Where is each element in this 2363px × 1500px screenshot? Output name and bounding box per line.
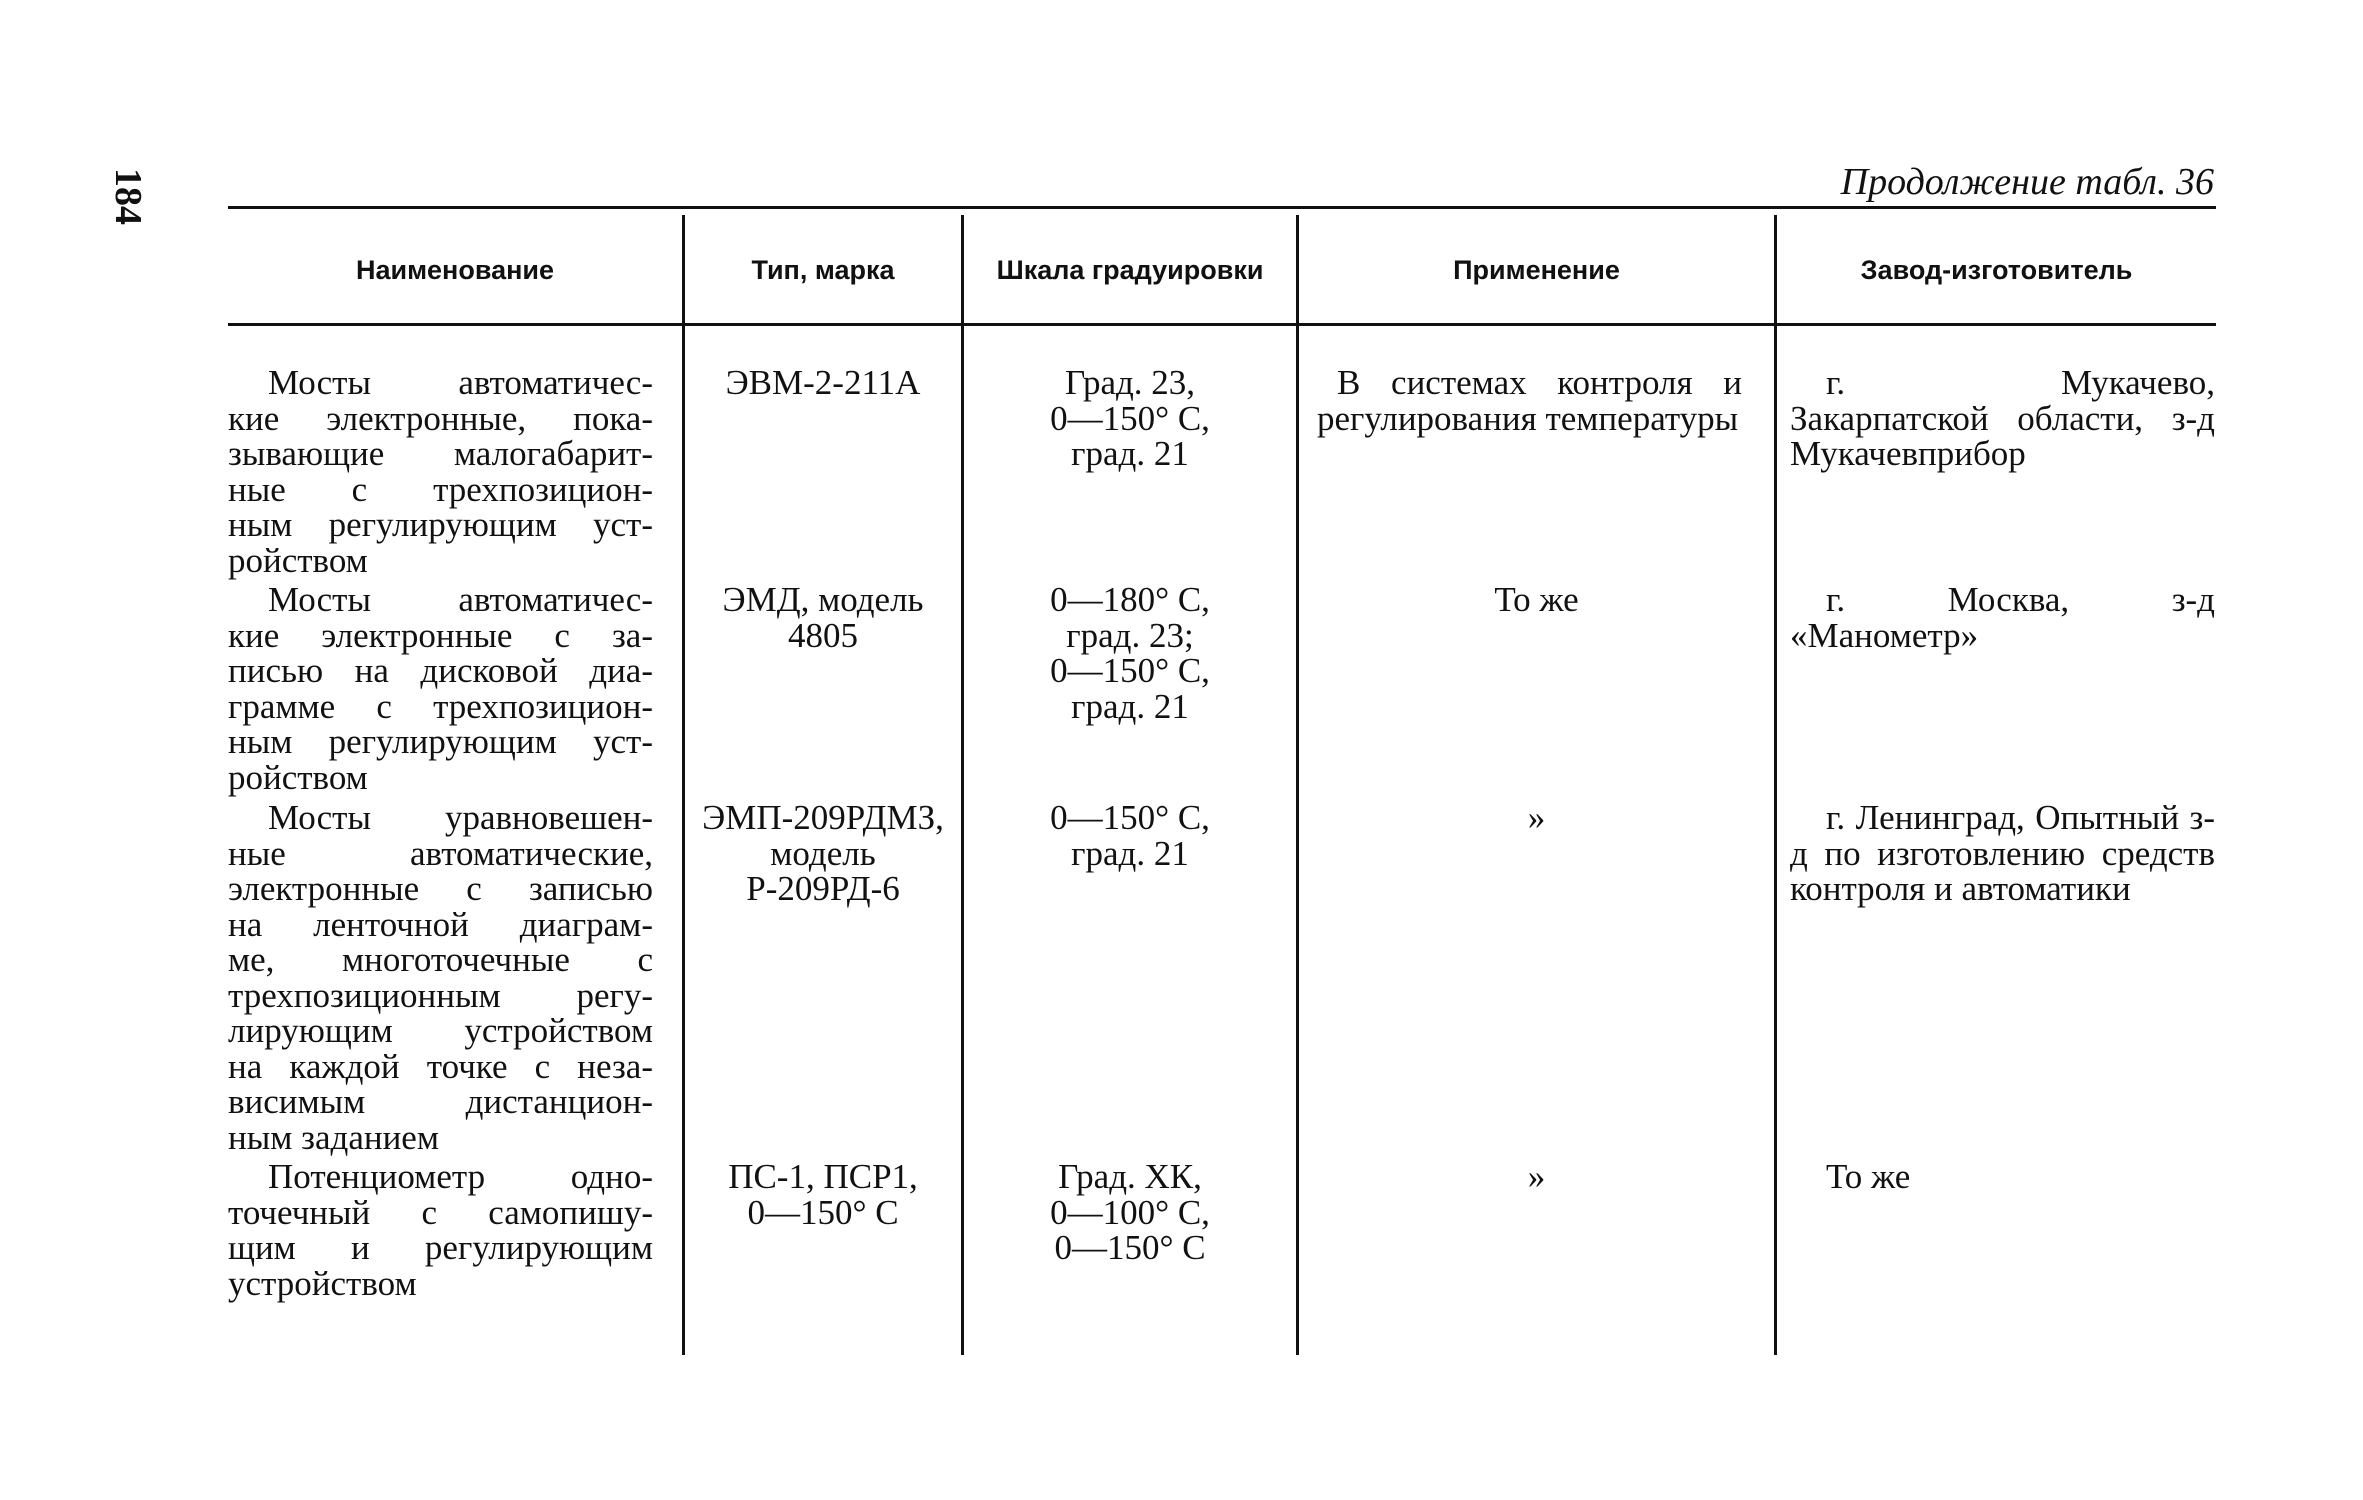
name-line: на ленточной диаграм- (228, 904, 653, 944)
table-row-4-scale (964, 1159, 1296, 1266)
name-line: ройством (228, 540, 368, 580)
table-row-2-manufacturer: г. Москва, з-д «Манометр» (1790, 580, 2215, 655)
type-line: 4805 (788, 615, 858, 655)
table-row-4-name (228, 1159, 653, 1301)
type-line: ПС-1, ПСР1, (728, 1157, 918, 1196)
name-line: Мосты автоматичес- (268, 363, 653, 402)
table-row-3-type (685, 800, 961, 907)
name-line: на каждой точке с неза- (228, 1046, 653, 1086)
table-row-3-name (228, 800, 653, 1155)
name-line: писью на дисковой диа- (228, 651, 653, 690)
scale-line: град. 23; (1066, 615, 1194, 655)
name-line: щим и регулирующим (228, 1228, 653, 1267)
name-line: Мосты автоматичес- (268, 580, 653, 619)
name-line: ме, многоточечные с (228, 940, 653, 979)
scale-line: град. 21 (1071, 833, 1189, 873)
table-row-3-scale (964, 800, 1296, 871)
table-row-2-application: То же (1494, 580, 1579, 619)
table-row-2-name (228, 582, 653, 795)
name-line: зывающие малогабарит- (228, 434, 653, 473)
table-row-4-type (685, 1159, 961, 1230)
scale-line: 0—150° С, (1050, 798, 1210, 837)
name-line: ным регулирующим уст- (228, 722, 653, 761)
column-divider-4 (1774, 215, 1777, 1355)
table-row-1-name (228, 365, 653, 578)
name-line: кие электронные, пока- (228, 398, 653, 438)
name-line: ным заданием (228, 1117, 439, 1157)
type-line: 0—150° С (747, 1192, 899, 1232)
table-row-3-application: » (1527, 798, 1546, 837)
name-line: грамме с трехпозицион- (228, 686, 653, 726)
scale-line: 0—150° С, (1050, 398, 1210, 438)
name-line: лирующим устройством (228, 1011, 653, 1050)
name-line: Мосты уравновешен- (268, 798, 653, 837)
name-line: Потенциометр одно- (268, 1157, 653, 1196)
scale-line: 0—180° С, (1050, 580, 1210, 619)
type-line: ЭВМ-2-211А (725, 363, 921, 402)
header-scale: Шкала градуировки (996, 255, 1264, 285)
table-row-4-manufacturer: То же (1826, 1157, 1911, 1196)
header-type: Тип, марка (751, 255, 895, 285)
name-line: электронные с записью (228, 869, 653, 908)
table-row-1-application: В системах контроля и регулирования температуры (1317, 363, 1742, 438)
table-row-2-scale (964, 582, 1296, 724)
type-line: ЭМД, модель (722, 580, 924, 619)
header-application: Применение (1453, 255, 1620, 285)
scale-line: град. 21 (1071, 434, 1189, 473)
scale-line: Град. ХК, (1058, 1157, 1202, 1196)
type-line: модель (770, 833, 876, 873)
scale-line: 0—150° С, (1050, 651, 1210, 690)
header-name: Наименование (355, 255, 555, 285)
table-row-1-scale (964, 365, 1296, 472)
table-row-4-application: » (1527, 1157, 1546, 1196)
name-line: висимым дистанцион- (228, 1082, 653, 1121)
scale-line: Град. 23, (1064, 363, 1196, 402)
name-line: ройством (228, 757, 368, 797)
name-line: ные с трехпозицион- (228, 469, 653, 509)
header-manufacturer: Завод-изготовитель (1860, 255, 2133, 285)
name-line: устройством (228, 1263, 417, 1303)
name-line: ным регулирующим уст- (228, 505, 653, 544)
table-row-1-manufacturer: г. Мукачево, Закарпатской области, з-д Мукачевприбор (1790, 363, 2215, 473)
type-line: Р-209РД-6 (746, 869, 900, 908)
scale-line: 0—100° С, (1050, 1192, 1210, 1232)
table-row-2-type (685, 582, 961, 653)
name-line: трехпозиционным регу- (228, 975, 653, 1015)
scale-line: 0—150° С (1054, 1228, 1206, 1267)
table-caption: Продолжение табл. 36 (1840, 161, 2214, 203)
table-row-3-manufacturer: г. Ленинград, Опытный з-д по изготовлению средств контроля и автоматики (1790, 798, 2215, 908)
type-line: ЭМП-209РДМЗ, (702, 798, 944, 837)
table-row-1-type (685, 365, 961, 401)
table-top-rule (228, 206, 2216, 209)
name-line: точечный с самопишу- (228, 1192, 653, 1232)
page-number: 184 (107, 168, 149, 225)
table-header-rule (228, 323, 2216, 326)
name-line: кие электронные с за- (228, 615, 653, 655)
name-line: ные автоматические, (228, 833, 653, 873)
scale-line: град. 21 (1071, 686, 1189, 726)
